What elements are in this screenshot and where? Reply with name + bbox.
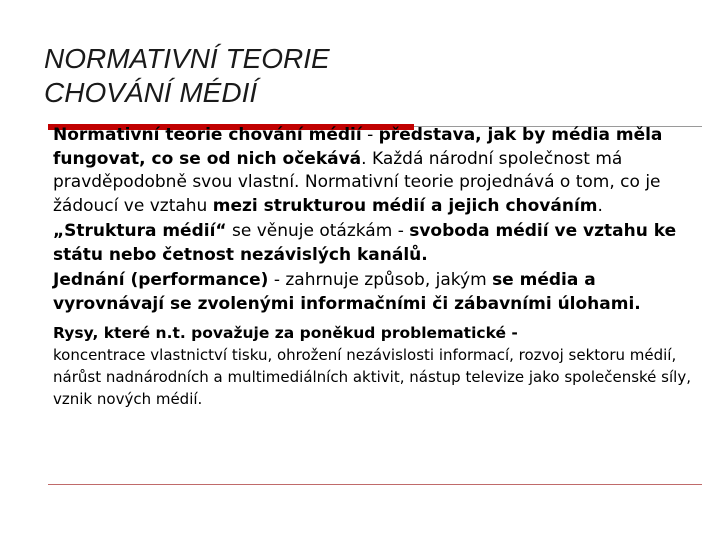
term-performance: Jednání (performance)	[53, 270, 269, 290]
paragraph-text: koncentrace vlastnictví tisku, ohrožení nezávislosti informací, rozvoj sektoru médií, nárůst nadnárodních a multimediálních aktivit, nástup televize jako společenské síly, vznik nových médií.	[53, 346, 691, 408]
paragraph-normative-theory	[53, 124, 703, 218]
slide-title	[44, 42, 330, 110]
term-problematic-traits: Rysy, které n.t. považuje za poněkud problematické -	[53, 324, 518, 342]
term-normative-theory: Normativní teorie chování médií	[53, 125, 362, 145]
emphasis-text: představa, jak by média měla fungovat, co se od nich očekává	[53, 125, 663, 169]
slide-title-line-2: CHOVÁNÍ MÉDIÍ	[44, 77, 258, 108]
paragraph-text: .	[597, 195, 603, 216]
paragraph-text: - zahrnuje způsob, jakým	[268, 270, 493, 290]
slide-body	[53, 124, 703, 410]
paragraph-text: -	[361, 125, 379, 145]
paragraph-problematic-traits-heading	[53, 322, 703, 344]
emphasis-text: se média a vyrovnávají se zvolenými informačními či zábavními úlohami.	[53, 270, 641, 314]
emphasis-text: mezi strukturou médií a jejich chováním	[212, 195, 598, 216]
paragraph-text: se věnuje otázkám -	[226, 221, 410, 241]
bottom-divider	[48, 484, 702, 485]
slide-title-line-1: NORMATIVNÍ TEORIE	[44, 43, 330, 74]
paragraph-performance	[53, 269, 703, 316]
paragraph-media-structure	[53, 219, 703, 267]
paragraph-problematic-traits-list	[53, 344, 703, 410]
emphasis-text: svoboda médií ve vztahu ke státu nebo četnost nezávislých kanálů.	[53, 221, 677, 265]
paragraph-text: . Každá národní společnost má pravděpodobně svou vlastní. Normativní teorie projednává o tom, co je žádoucí ve vztahu	[53, 148, 661, 216]
term-media-structure: „Struktura médií“	[53, 221, 227, 241]
